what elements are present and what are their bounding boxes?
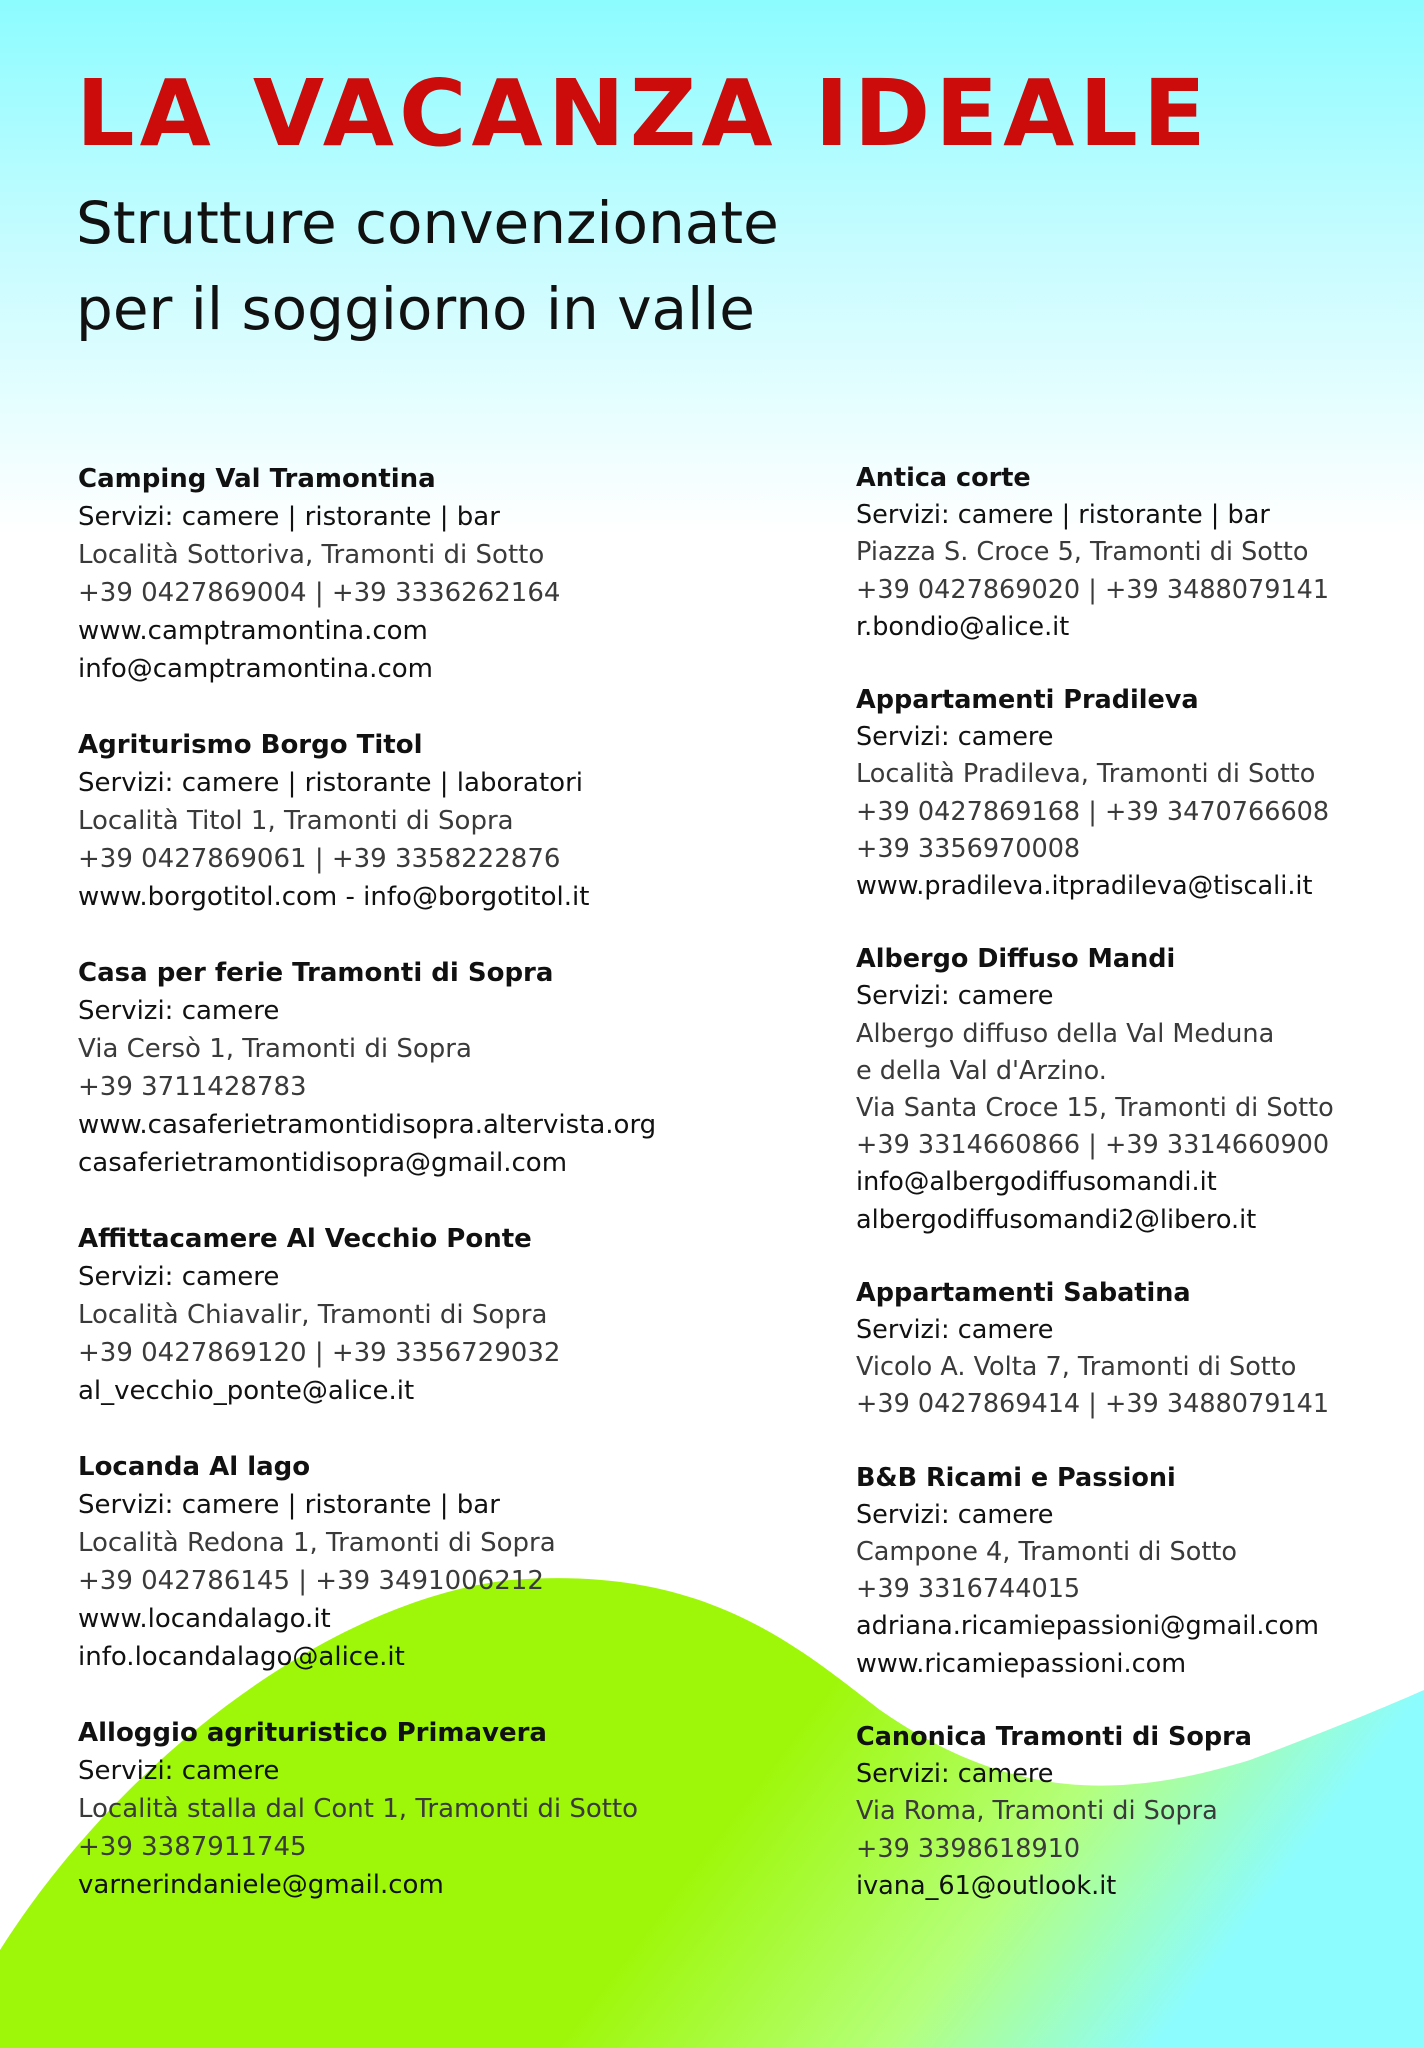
listing-phone: +39 0427869414 | +39 3488079141	[856, 1389, 1330, 1420]
listing-contact-link[interactable]: info@albergodiffusomandi.it	[856, 1167, 1217, 1198]
listing-contact-link[interactable]: al_vecchio_ponte@alice.it	[78, 1376, 415, 1406]
listing-name: Camping Val Tramontina	[78, 464, 436, 494]
listing-phone: +39 042786145 | +39 3491006212	[78, 1566, 544, 1596]
listing-phone: +39 0427869168 | +39 3470766608	[856, 796, 1330, 827]
listing-services: Servizi: camere	[78, 1756, 280, 1786]
listing-services: Servizi: camere | ristorante | bar	[856, 500, 1270, 531]
listing-address: Località stalla dal Cont 1, Tramonti di Sotto	[78, 1794, 639, 1824]
listing-contact-link[interactable]: r.bondio@alice.it	[856, 611, 1070, 642]
listing-name: Antica corte	[856, 463, 1031, 493]
listing-contact-link[interactable]: adriana.ricamiepassioni@gmail.com	[856, 1611, 1319, 1642]
listing-name: Albergo Diffuso Mandi	[856, 944, 1176, 975]
listing-block	[856, 682, 1396, 905]
listing-services: Servizi: camere	[856, 1315, 1054, 1346]
listing-block	[78, 1714, 738, 1904]
listing-block	[78, 460, 738, 688]
listing-contact-link[interactable]: casaferietramontidisopra@gmail.com	[78, 1148, 568, 1178]
listing-address: Piazza S. Croce 5, Tramonti di Sotto	[856, 537, 1309, 568]
listing-address: Località Chiavalir, Tramonti di Sopra	[78, 1300, 548, 1330]
listing-name: Canonica Tramonti di Sopra	[856, 1721, 1252, 1752]
listing-services: Servizi: camere | ristorante | bar	[78, 502, 500, 532]
listing-services: Servizi: camere | ristorante | laboratori	[78, 768, 583, 798]
listing-contact-link[interactable]: www.camptramontina.com	[78, 616, 428, 646]
listing-phone: +39 0427869020 | +39 3488079141	[856, 574, 1330, 605]
listing-services: Servizi: camere	[856, 1499, 1054, 1530]
listing-phone: +39 0427869004 | +39 3336262164	[78, 578, 561, 608]
listing-address: Località Sottoriva, Tramonti di Sotto	[78, 540, 545, 570]
listing-name: Casa per ferie Tramonti di Sopra	[78, 958, 554, 988]
listing-address: Località Redona 1, Tramonti di Sopra	[78, 1528, 556, 1558]
listing-contact-link[interactable]: www.ricamiepassioni.com	[856, 1648, 1187, 1679]
listing-address: Albergo diffuso della Val Meduna	[856, 1018, 1275, 1049]
listing-phone: +39 3398618910	[856, 1833, 1081, 1864]
listing-contact-link[interactable]: varnerindaniele@gmail.com	[78, 1870, 444, 1900]
listing-block	[856, 1460, 1396, 1683]
listing-name: Agriturismo Borgo Titol	[78, 730, 423, 760]
listing-contact-link[interactable]: www.pradileva.itpradileva@tiscali.it	[856, 871, 1313, 902]
listing-address: Via Cersò 1, Tramonti di Sopra	[78, 1034, 472, 1064]
listing-phone: +39 3316744015	[856, 1574, 1081, 1605]
listing-contact-link[interactable]: www.borgotitol.com - info@borgotitol.it	[78, 882, 590, 912]
listing-phone: +39 3314660866 | +39 3314660900	[856, 1130, 1330, 1161]
listing-services: Servizi: camere	[78, 1262, 280, 1292]
listing-contact-link[interactable]: info@camptramontina.com	[78, 654, 433, 684]
listing-name: Affittacamere Al Vecchio Ponte	[78, 1224, 532, 1254]
listing-block	[78, 954, 738, 1182]
page-subtitle	[76, 180, 779, 352]
listing-services: Servizi: camere	[856, 722, 1054, 753]
listings-left-column	[78, 460, 738, 1942]
listing-address: Località Pradileva, Tramonti di Sotto	[856, 759, 1316, 790]
listing-address: Campone 4, Tramonti di Sotto	[856, 1537, 1237, 1568]
subtitle-line: Strutture convenzionate	[76, 189, 779, 257]
listing-services: Servizi: camere	[78, 996, 280, 1026]
listing-contact-link[interactable]: www.locandalago.it	[78, 1604, 331, 1634]
listing-block	[856, 941, 1396, 1239]
listing-name: Appartamenti Sabatina	[856, 1277, 1191, 1308]
listing-address: e della Val d'Arzino.	[856, 1055, 1107, 1086]
listing-services: Servizi: camere	[856, 981, 1054, 1012]
subtitle-line: per il soggiorno in valle	[76, 275, 755, 343]
page-title: LA VACANZA IDEALE	[76, 60, 1211, 167]
listings-right-column	[856, 460, 1396, 1941]
listing-phone: +39 3711428783	[78, 1072, 307, 1102]
listing-contact-link[interactable]: ivana_61@outlook.it	[856, 1870, 1117, 1901]
listing-address: Via Roma, Tramonti di Sopra	[856, 1796, 1218, 1827]
listing-name: Alloggio agrituristico Primavera	[78, 1718, 547, 1748]
listing-services: Servizi: camere	[856, 1759, 1054, 1790]
listing-block	[78, 1448, 738, 1676]
listing-address: Vicolo A. Volta 7, Tramonti di Sotto	[856, 1352, 1297, 1383]
listing-phone: +39 0427869061 | +39 3358222876	[78, 844, 561, 874]
listing-name: Appartamenti Pradileva	[856, 685, 1199, 716]
listing-address: Via Santa Croce 15, Tramonti di Sotto	[856, 1093, 1334, 1124]
listing-block	[856, 1719, 1396, 1905]
listing-address: Località Titol 1, Tramonti di Sopra	[78, 806, 514, 836]
listing-block	[856, 1275, 1396, 1424]
listing-phone: +39 3387911745	[78, 1832, 307, 1862]
listing-contact-link[interactable]: www.casaferietramontidisopra.altervista.org	[78, 1110, 657, 1140]
listing-name: Locanda Al lago	[78, 1452, 311, 1482]
listing-phone: +39 0427869120 | +39 3356729032	[78, 1338, 561, 1368]
listing-contact-link[interactable]: info.locandalago@alice.it	[78, 1642, 405, 1672]
listing-block	[856, 460, 1396, 646]
listing-name: B&B Ricami e Passioni	[856, 1462, 1176, 1493]
listing-services: Servizi: camere | ristorante | bar	[78, 1490, 500, 1520]
listing-contact-link[interactable]: albergodiffusomandi2@libero.it	[856, 1204, 1257, 1235]
listing-block	[78, 1220, 738, 1410]
listing-phone: +39 3356970008	[856, 833, 1081, 864]
listing-block	[78, 726, 738, 916]
